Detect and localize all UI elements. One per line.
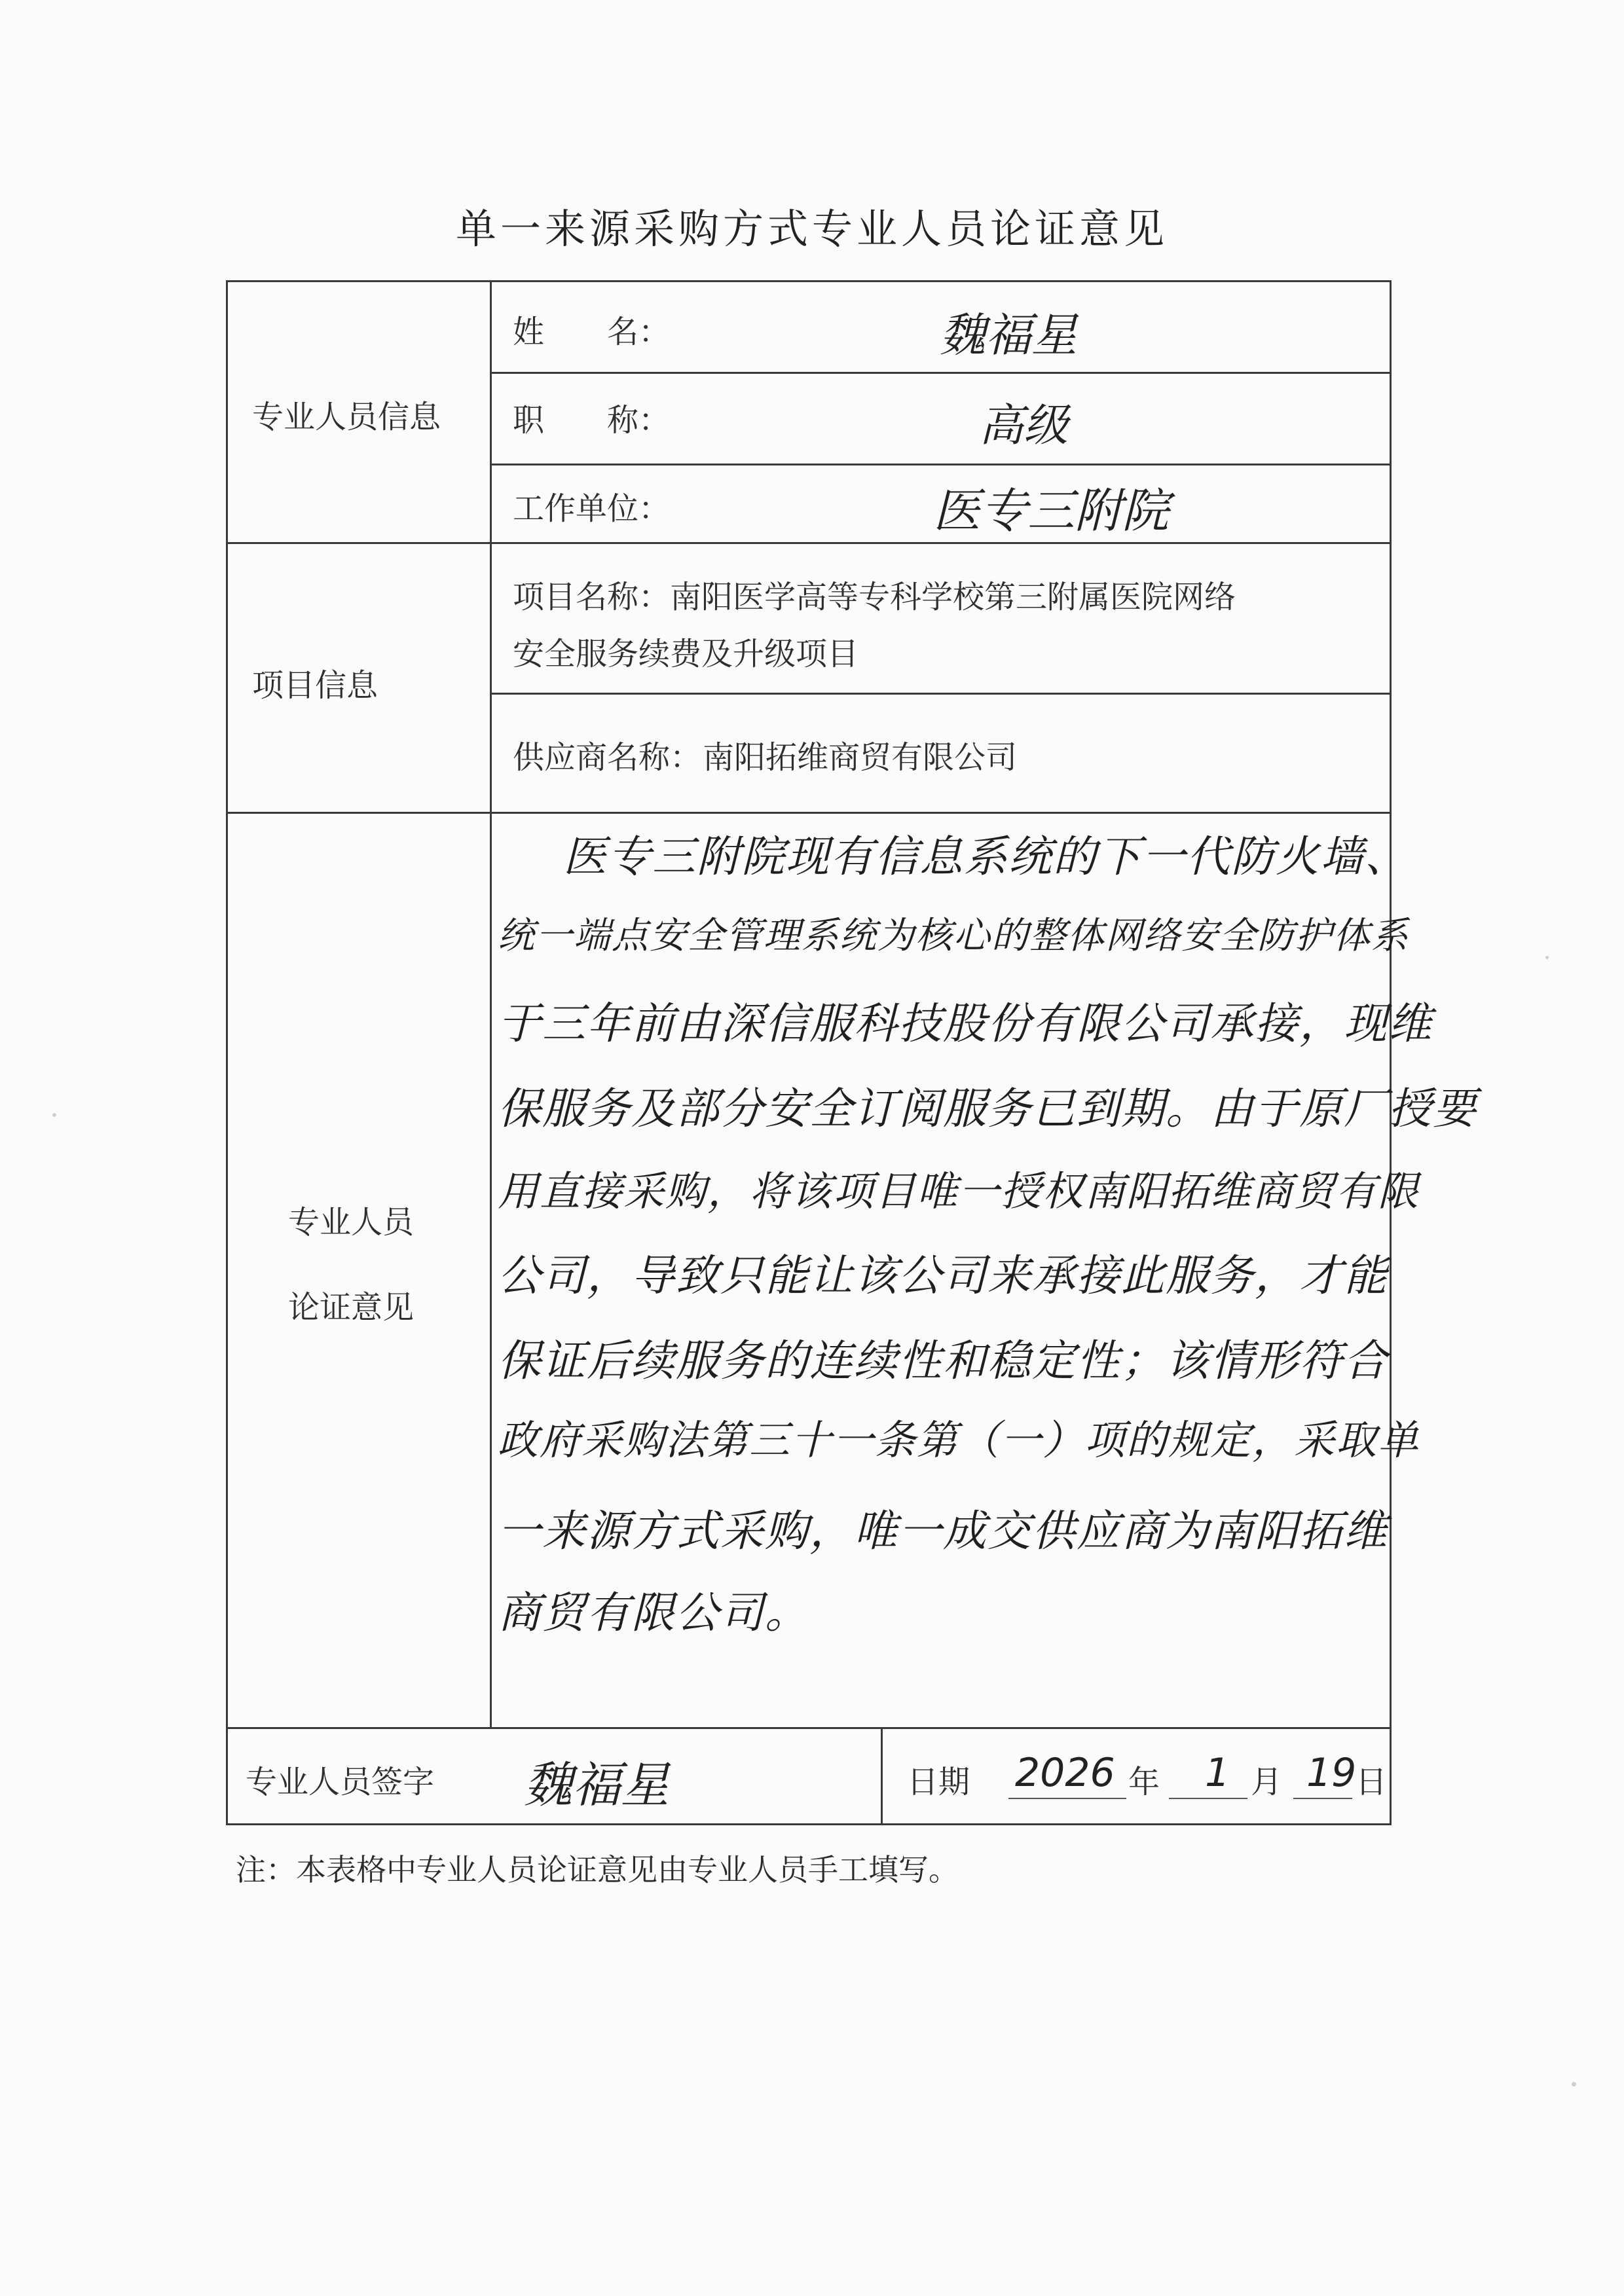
footnote: 注：本表格中专业人员论证意见由专业人员手工填写。 (236, 1852, 959, 1887)
supplier-value: 南阳拓维商贸有限公司 (703, 739, 1018, 776)
signature-date-divider (881, 1727, 883, 1825)
scan-speck (1545, 956, 1549, 959)
date-year-underline (1008, 1798, 1126, 1799)
opinion-line-10: 商贸有限公司。 (498, 1588, 809, 1638)
opinion-line-7: 保证后续服务的连续性和稳定性；该情形符合 (498, 1336, 1388, 1386)
opinion-line-3: 于三年前由深信服科技股份有限公司承接，现维 (498, 998, 1433, 1049)
opinion-line-9: 一来源方式采购，唯一成交供应商为南阳拓维 (498, 1506, 1388, 1556)
scan-speck (1572, 2082, 1576, 2086)
project-section-label: 项目信息 (252, 667, 378, 704)
date-year: 2026 (1015, 1750, 1115, 1796)
signature-label: 专业人员签字 (246, 1764, 435, 1800)
column-divider (490, 280, 492, 1727)
row-divider-personnel (226, 542, 1392, 544)
opinion-label-line2: 论证意见 (288, 1289, 415, 1326)
row-divider-opinion (226, 1727, 1392, 1729)
name-label: 姓 名： (513, 314, 671, 350)
document-title: 单一来源采购方式专业人员论证意见 (455, 205, 1168, 253)
date-day-unit: 日 (1356, 1764, 1388, 1800)
date-label: 日期 (907, 1764, 970, 1800)
name-handwritten: 魏福星 (940, 308, 1077, 362)
border-left (226, 280, 228, 1825)
opinion-line-8: 政府采购法第三十一条第（一）项的规定，采取单 (498, 1416, 1420, 1464)
supplier-label: 供应商名称： (513, 739, 702, 776)
opinion-line-6: 公司，导致只能让该公司来承接此服务，才能 (498, 1250, 1388, 1301)
signature-handwritten: 魏福星 (524, 1757, 669, 1813)
project-name-line2: 安全服务续费及升级项目 (513, 636, 859, 672)
border-bottom (226, 1823, 1392, 1825)
row-divider-project-name (490, 693, 1392, 695)
opinion-label-line1: 专业人员 (288, 1204, 415, 1241)
project-name-line1: 南阳医学高等专科学校第三附属医院网络 (670, 579, 1236, 615)
personnel-section-label: 专业人员信息 (252, 399, 441, 435)
row-divider-name (490, 372, 1392, 374)
row-divider-project (226, 812, 1392, 814)
project-name-label: 项目名称： (513, 579, 671, 615)
opinion-line-5: 用直接采购，将该项目唯一授权南阳拓维商贸有限 (498, 1167, 1420, 1215)
opinion-line-1: 医专三附院现有信息系统的下一代防火墙、 (563, 831, 1409, 882)
border-top (226, 280, 1392, 282)
date-month: 1 (1205, 1750, 1230, 1796)
employer-label: 工作单位： (513, 490, 671, 527)
border-right (1390, 280, 1392, 1825)
date-year-unit: 年 (1128, 1764, 1160, 1800)
scan-speck (52, 1113, 56, 1117)
opinion-line-4: 保服务及部分安全订阅服务已到期。由于原厂授要 (498, 1084, 1477, 1134)
title-label: 职 称： (513, 402, 671, 439)
date-day-underline (1293, 1798, 1352, 1799)
row-divider-title (490, 464, 1392, 465)
title-handwritten: 高级 (979, 400, 1069, 452)
opinion-line-2: 统一端点安全管理系统为核心的整体网络安全防护体系 (498, 915, 1409, 957)
date-month-unit: 月 (1251, 1764, 1283, 1800)
date-day: 19 (1306, 1750, 1357, 1796)
employer-handwritten: 医专三附院 (933, 483, 1170, 538)
date-month-underline (1169, 1798, 1247, 1799)
